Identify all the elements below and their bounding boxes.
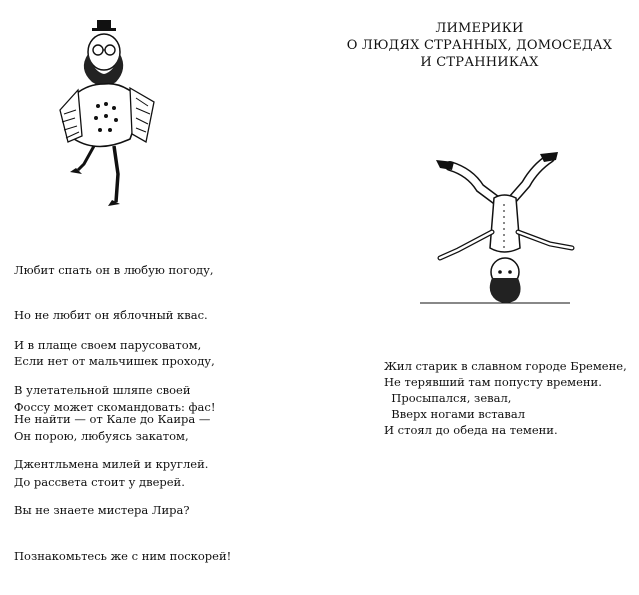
left-page [0,0,320,564]
page-title [320,20,639,71]
stanza-3 [14,381,231,595]
title-line: О ЛЮДЯХ СТРАННЫХ, ДОМОСЕДАХ [346,38,613,53]
title-line: ЛИМЕРИКИ [435,21,524,36]
verse-line: Любит спать он в любую погоду, [14,262,214,277]
limerick-verse [384,358,627,438]
verse-line: В улетательной шляпе своей [14,383,191,398]
verse-line: Фоссу может скомандовать: фас! [14,400,216,415]
title-line: И СТРАННИКАХ [420,55,539,70]
verse-line: Вверх ногами вставал [384,407,526,421]
mr-lear-illustration [48,14,178,209]
verse-line: Он порою, любуясь закатом, [14,429,189,444]
verse-line: И в плаще своем парусоватом, [14,337,202,352]
verse-line: До рассвета стоит у дверей. [14,475,185,490]
verse-line: Если нет от мальчишек проходу, [14,354,215,369]
verse-line: И стоял до обеда на темени. [384,423,558,437]
verse-line: Не найти — от Кале до Каира — [14,411,211,426]
verse-line: Вы не знаете мистера Лира? [14,503,190,518]
verse-line: Познакомьтесь же с ним поскорей! [14,549,232,564]
upside-down-old-man-illustration [400,148,600,318]
verse-line: Джентльмена милей и круглей. [14,457,209,472]
right-page [320,0,639,454]
verse-line: Просыпался, зевал, [384,391,512,405]
verse-line: Не терявший там попусту времени. [384,375,602,389]
verse-line: Но не любит он яблочный квас. [14,308,208,323]
verse-line: Жил старик в славном городе Бремене, [384,359,627,373]
